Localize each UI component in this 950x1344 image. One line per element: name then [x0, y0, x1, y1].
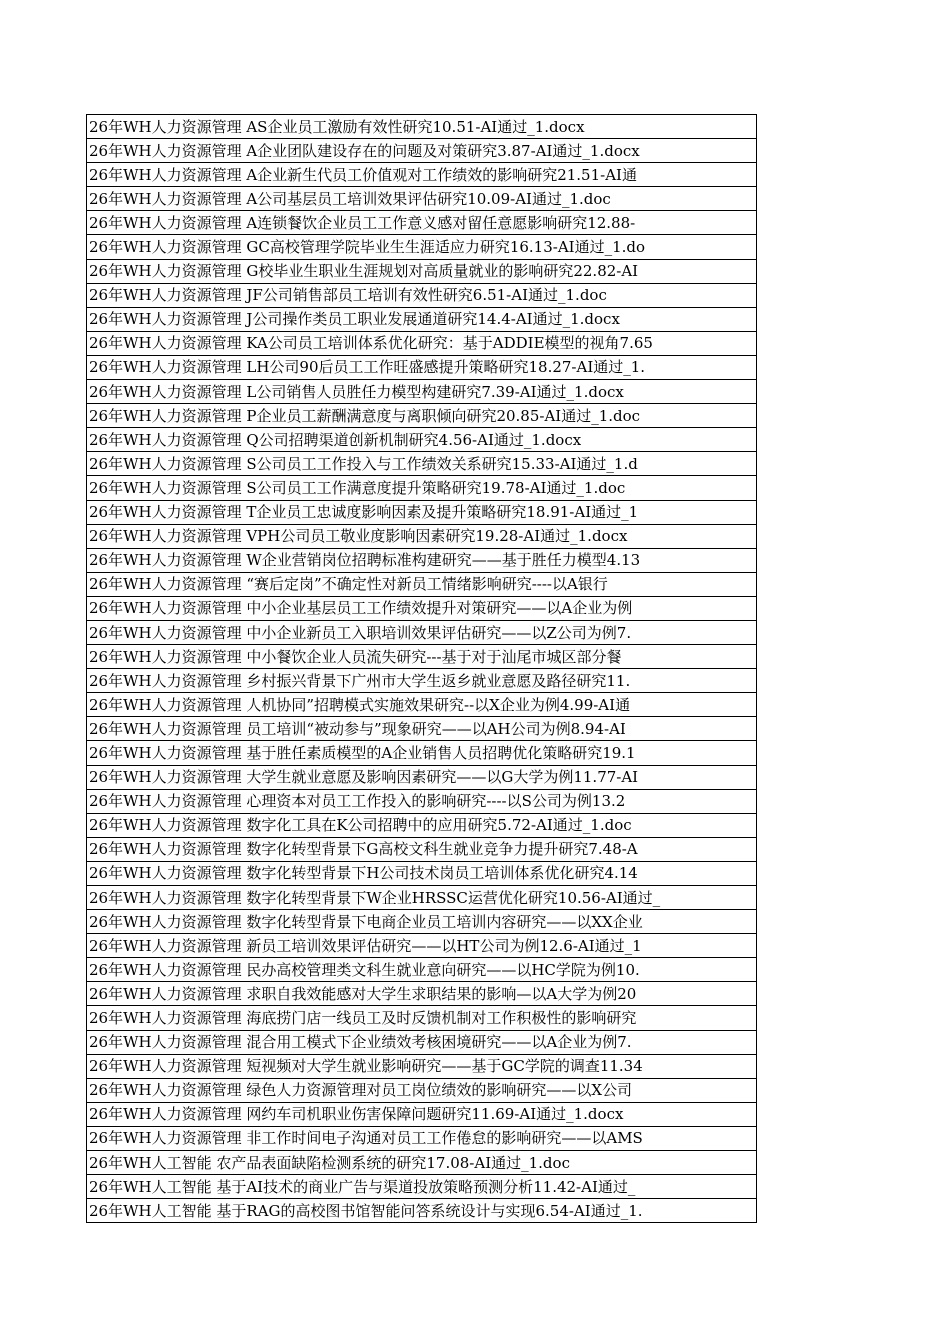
- file-name-cell[interactable]: 26年WH人力资源管理 A连锁餐饮企业员工工作意义感对留任意愿影响研究12.88-: [87, 211, 757, 235]
- file-name-cell[interactable]: 26年WH人力资源管理 P企业员工薪酬满意度与离职倾向研究20.85-AI通过_1.doc: [87, 404, 757, 428]
- table-row: [87, 1199, 757, 1223]
- table-row: [87, 355, 757, 379]
- table-row: [87, 163, 757, 187]
- table-row: [87, 1006, 757, 1030]
- file-name-cell[interactable]: 26年WH人力资源管理 L公司销售人员胜任力模型构建研究7.39-AI通过_1.docx: [87, 380, 757, 404]
- file-name-cell[interactable]: 26年WH人工智能 农产品表面缺陷检测系统的研究17.08-AI通过_1.doc: [87, 1151, 757, 1175]
- file-name-cell[interactable]: 26年WH人力资源管理 短视频对大学生就业影响研究——基于GC学院的调查11.34: [87, 1054, 757, 1078]
- file-name-cell[interactable]: 26年WH人力资源管理 绿色人力资源管理对员工岗位绩效的影响研究——以X公司: [87, 1078, 757, 1102]
- table-row: [87, 813, 757, 837]
- table-row: [87, 548, 757, 572]
- file-name-cell[interactable]: 26年WH人力资源管理 数字化转型背景下电商企业员工培训内容研究——以XX企业: [87, 910, 757, 934]
- file-list-table: [86, 114, 757, 1223]
- table-row: [87, 452, 757, 476]
- table-row: [87, 910, 757, 934]
- file-name-cell[interactable]: 26年WH人力资源管理 民办高校管理类文科生就业意向研究——以HC学院为例10.: [87, 958, 757, 982]
- table-row: [87, 331, 757, 355]
- table-row: [87, 982, 757, 1006]
- file-name-cell[interactable]: 26年WH人力资源管理 新员工培训效果评估研究——以HT公司为例12.6-AI通过_1: [87, 934, 757, 958]
- file-name-cell[interactable]: 26年WH人力资源管理 数字化工具在K公司招聘中的应用研究5.72-AI通过_1.doc: [87, 813, 757, 837]
- table-row: [87, 1151, 757, 1175]
- table-row: [87, 283, 757, 307]
- file-name-cell[interactable]: 26年WH人力资源管理 网约车司机职业伤害保障问题研究11.69-AI通过_1.docx: [87, 1102, 757, 1126]
- table-row: [87, 596, 757, 620]
- file-name-cell[interactable]: 26年WH人力资源管理 A企业新生代员工价值观对工作绩效的影响研究21.51-AI通: [87, 163, 757, 187]
- file-name-cell[interactable]: 26年WH人力资源管理 中小企业新员工入职培训效果评估研究——以Z公司为例7.: [87, 620, 757, 644]
- file-name-cell[interactable]: 26年WH人力资源管理 AS企业员工激励有效性研究10.51-AI通过_1.docx: [87, 115, 757, 139]
- file-name-cell[interactable]: 26年WH人力资源管理 数字化转型背景下G高校文科生就业竞争力提升研究7.48-A: [87, 837, 757, 861]
- table-row: [87, 307, 757, 331]
- file-name-cell[interactable]: 26年WH人力资源管理 W企业营销岗位招聘标准构建研究——基于胜任力模型4.13: [87, 548, 757, 572]
- table-row: [87, 259, 757, 283]
- table-row: [87, 620, 757, 644]
- table-row: [87, 717, 757, 741]
- file-name-cell[interactable]: 26年WH人力资源管理 海底捞门店一线员工及时反馈机制对工作积极性的影响研究: [87, 1006, 757, 1030]
- file-name-cell[interactable]: 26年WH人力资源管理 Q公司招聘渠道创新机制研究4.56-AI通过_1.docx: [87, 428, 757, 452]
- table-row: [87, 1030, 757, 1054]
- file-name-cell[interactable]: 26年WH人力资源管理 A公司基层员工培训效果评估研究10.09-AI通过_1.doc: [87, 187, 757, 211]
- file-name-cell[interactable]: 26年WH人力资源管理 A企业团队建设存在的问题及对策研究3.87-AI通过_1.docx: [87, 139, 757, 163]
- file-name-cell[interactable]: 26年WH人力资源管理 人机协同”招聘模式实施效果研究--以X企业为例4.99-AI通: [87, 693, 757, 717]
- table-row: [87, 645, 757, 669]
- file-name-cell[interactable]: 26年WH人力资源管理 S公司员工工作满意度提升策略研究19.78-AI通过_1.doc: [87, 476, 757, 500]
- file-name-cell[interactable]: 26年WH人力资源管理 J公司操作类员工职业发展通道研究14.4-AI通过_1.docx: [87, 307, 757, 331]
- file-name-cell[interactable]: 26年WH人力资源管理 数字化转型背景下W企业HRSSC运营优化研究10.56-AI通过_: [87, 886, 757, 910]
- file-name-cell[interactable]: 26年WH人力资源管理 中小餐饮企业人员流失研究---基于对于汕尾市城区部分餐: [87, 645, 757, 669]
- table-row: [87, 428, 757, 452]
- file-name-cell[interactable]: 26年WH人力资源管理 G校毕业生职业生涯规划对高质量就业的影响研究22.82-AI: [87, 259, 757, 283]
- file-name-cell[interactable]: 26年WH人力资源管理 混合用工模式下企业绩效考核困境研究——以A企业为例7.: [87, 1030, 757, 1054]
- table-row: [87, 1102, 757, 1126]
- file-name-cell[interactable]: 26年WH人力资源管理 GC高校管理学院毕业生生涯适应力研究16.13-AI通过_1.do: [87, 235, 757, 259]
- file-name-cell[interactable]: 26年WH人力资源管理 S公司员工工作投入与工作绩效关系研究15.33-AI通过_1.d: [87, 452, 757, 476]
- table-row: [87, 500, 757, 524]
- table-row: [87, 861, 757, 885]
- table-row: [87, 235, 757, 259]
- table-row: [87, 765, 757, 789]
- file-name-cell[interactable]: 26年WH人力资源管理 求职自我效能感对大学生求职结果的影响—以A大学为例20: [87, 982, 757, 1006]
- table-row: [87, 1054, 757, 1078]
- file-name-cell[interactable]: 26年WH人力资源管理 LH公司90后员工工作旺盛感提升策略研究18.27-AI通过_1.: [87, 355, 757, 379]
- file-name-cell[interactable]: 26年WH人工智能 基于RAG的高校图书馆智能问答系统设计与实现6.54-AI通过_1.: [87, 1199, 757, 1223]
- file-name-cell[interactable]: 26年WH人力资源管理 T企业员工忠诚度影响因素及提升策略研究18.91-AI通过_1: [87, 500, 757, 524]
- table-row: [87, 139, 757, 163]
- table-row: [87, 934, 757, 958]
- file-name-cell[interactable]: 26年WH人力资源管理 乡村振兴背景下广州市大学生返乡就业意愿及路径研究11.: [87, 669, 757, 693]
- file-name-cell[interactable]: 26年WH人力资源管理 “赛后定岗”不确定性对新员工情绪影响研究----以A银行: [87, 572, 757, 596]
- table-row: [87, 115, 757, 139]
- table-row: [87, 572, 757, 596]
- table-row: [87, 476, 757, 500]
- table-row: [87, 1126, 757, 1150]
- file-name-cell[interactable]: 26年WH人工智能 基于AI技术的商业广告与渠道投放策略预测分析11.42-AI通过_: [87, 1175, 757, 1199]
- table-row: [87, 693, 757, 717]
- table-row: [87, 669, 757, 693]
- table-row: [87, 187, 757, 211]
- table-row: [87, 524, 757, 548]
- file-name-cell[interactable]: 26年WH人力资源管理 大学生就业意愿及影响因素研究——以G大学为例11.77-AI: [87, 765, 757, 789]
- file-name-cell[interactable]: 26年WH人力资源管理 VPH公司员工敬业度影响因素研究19.28-AI通过_1.docx: [87, 524, 757, 548]
- table-row: [87, 741, 757, 765]
- file-name-cell[interactable]: 26年WH人力资源管理 员工培训“被动参与”现象研究——以AH公司为例8.94-AI: [87, 717, 757, 741]
- table-row: [87, 958, 757, 982]
- table-row: [87, 886, 757, 910]
- file-name-cell[interactable]: 26年WH人力资源管理 非工作时间电子沟通对员工工作倦怠的影响研究——以AMS: [87, 1126, 757, 1150]
- table-row: [87, 211, 757, 235]
- file-name-cell[interactable]: 26年WH人力资源管理 基于胜任素质模型的A企业销售人员招聘优化策略研究19.1: [87, 741, 757, 765]
- table-row: [87, 1078, 757, 1102]
- table-row: [87, 404, 757, 428]
- file-name-cell[interactable]: 26年WH人力资源管理 数字化转型背景下H公司技术岗员工培训体系优化研究4.14: [87, 861, 757, 885]
- file-list-body: [87, 115, 757, 1223]
- file-name-cell[interactable]: 26年WH人力资源管理 JF公司销售部员工培训有效性研究6.51-AI通过_1.doc: [87, 283, 757, 307]
- table-row: [87, 789, 757, 813]
- file-name-cell[interactable]: 26年WH人力资源管理 心理资本对员工工作投入的影响研究----以S公司为例13.2: [87, 789, 757, 813]
- file-name-cell[interactable]: 26年WH人力资源管理 中小企业基层员工工作绩效提升对策研究——以A企业为例: [87, 596, 757, 620]
- table-row: [87, 380, 757, 404]
- table-row: [87, 837, 757, 861]
- file-name-cell[interactable]: 26年WH人力资源管理 KA公司员工培训体系优化研究：基于ADDIE模型的视角7.65: [87, 331, 757, 355]
- table-row: [87, 1175, 757, 1199]
